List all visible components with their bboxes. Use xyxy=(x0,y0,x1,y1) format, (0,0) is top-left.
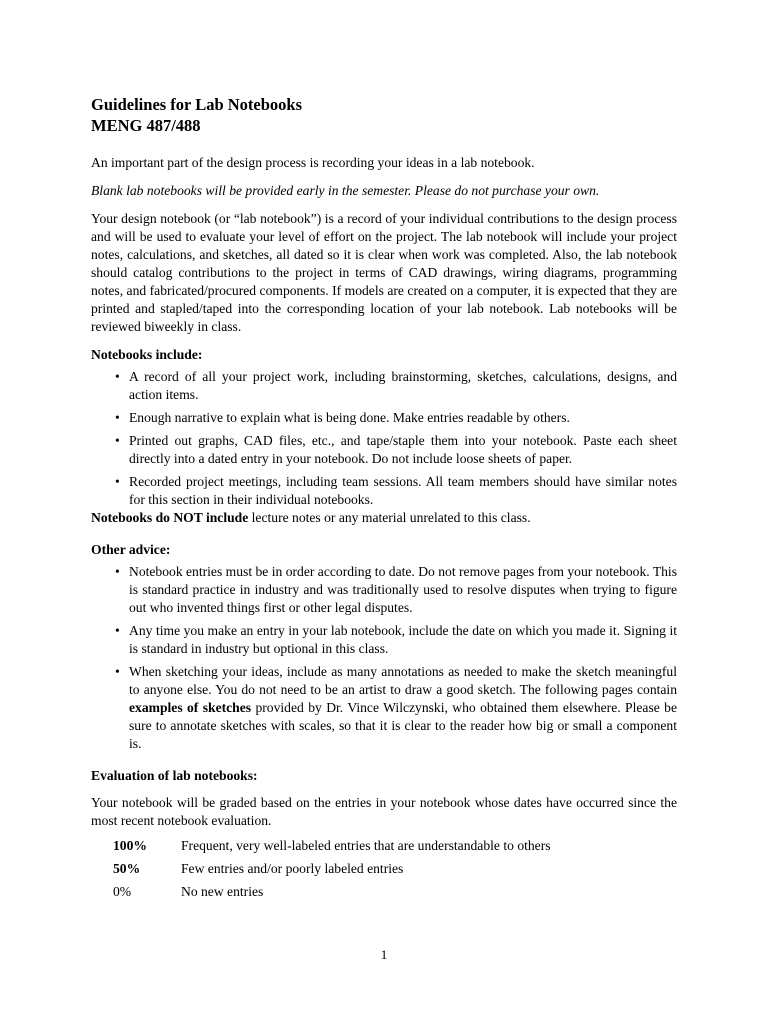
page-number: 1 xyxy=(380,947,388,962)
bullet-icon: • xyxy=(115,369,120,384)
advice-list xyxy=(91,563,677,753)
description-paragraph: Your design notebook (or “lab notebook”) is a record of your individual contributions to the design process and will be used to evaluate your level of effort on the project. The lab notebook will include your project notes, calculations, and sketches, all dated so it is clear when work was completed. Also, the lab notebook should catalog contributions to the project in terms of CAD drawings, wiring diagrams, programming notes, and fabricated/procured components. If models are created on a computer, it is expected that they are printed and stapled/taped into the corresponding location of your lab notebook. Lab notebooks will be reviewed biweekly in class. xyxy=(91,211,677,334)
advice-heading: Other advice: xyxy=(91,542,171,557)
bullet-icon: • xyxy=(115,623,120,638)
bullet-icon: • xyxy=(115,474,120,489)
list-item: • When sketching your ideas, include as many annotations as needed to make the sketch meaningful to anyone else. You do not need to be an artist to draw a good sketch. The following pages contain examples of sketches provided by Dr. Vince Wilczynski, who obtained them elsewhere. Please be sure to annotate sketches with scales, so that it is clear to the reader how big or small a component is. xyxy=(115,664,678,751)
list-item: • Printed out graphs, CAD files, etc., and tape/staple them into your notebook. Paste each sheet directly into a dated entry in your notebook. Do not include loose sheets of paper. xyxy=(115,433,677,466)
document-title: Guidelines for Lab Notebooks xyxy=(91,95,303,114)
evaluation-paragraph: Your notebook will be graded based on the entries in your notebook whose dates have occurred since the most recent notebook evaluation. xyxy=(91,795,677,828)
list-item: • Notebook entries must be in order according to date. Do not remove pages from your notebook. This is standard practice in industry and was traditionally used to resolve disputes when trying to figure out who invented things first or other legal disputes. xyxy=(115,564,677,615)
grade-description: No new entries xyxy=(181,884,264,899)
list-item: • A record of all your project work, including brainstorming, sketches, calculations, designs, and action items. xyxy=(115,369,677,402)
grade-percent: 50% xyxy=(113,861,141,876)
grade-percent: 100% xyxy=(113,838,147,853)
grade-row xyxy=(113,860,677,878)
include-heading: Notebooks include: xyxy=(91,347,203,362)
grade-row xyxy=(113,837,677,855)
list-item: • Enough narrative to explain what is being done. Make entries readable by others. xyxy=(115,410,570,425)
grade-description: Few entries and/or poorly labeled entries xyxy=(181,861,404,876)
bullet-icon: • xyxy=(115,433,120,448)
evaluation-heading: Evaluation of lab notebooks: xyxy=(91,768,258,783)
not-include-paragraph: Notebooks do NOT include lecture notes or any material unrelated to this class. xyxy=(91,510,531,525)
grade-description: Frequent, very well-labeled entries that are understandable to others xyxy=(181,838,551,853)
bullet-icon: • xyxy=(115,564,120,579)
include-list xyxy=(91,368,677,509)
course-code: MENG 487/488 xyxy=(91,116,201,135)
notice-paragraph: Blank lab notebooks will be provided early in the semester. Please do not purchase your own. xyxy=(91,183,600,198)
list-item: • Any time you make an entry in your lab notebook, include the date on which you made it. Signing it is standard in industry but optional in this class. xyxy=(115,623,677,656)
bullet-icon: • xyxy=(115,410,120,425)
grade-percent: 0% xyxy=(113,884,132,899)
intro-paragraph: An important part of the design process is recording your ideas in a lab notebook. xyxy=(91,155,535,170)
bullet-icon: • xyxy=(115,664,120,679)
document-page xyxy=(91,94,677,901)
grade-row xyxy=(113,883,677,901)
list-item: • Recorded project meetings, including team sessions. All team members should have similar notes for this section in their individual notebooks. xyxy=(115,474,677,507)
